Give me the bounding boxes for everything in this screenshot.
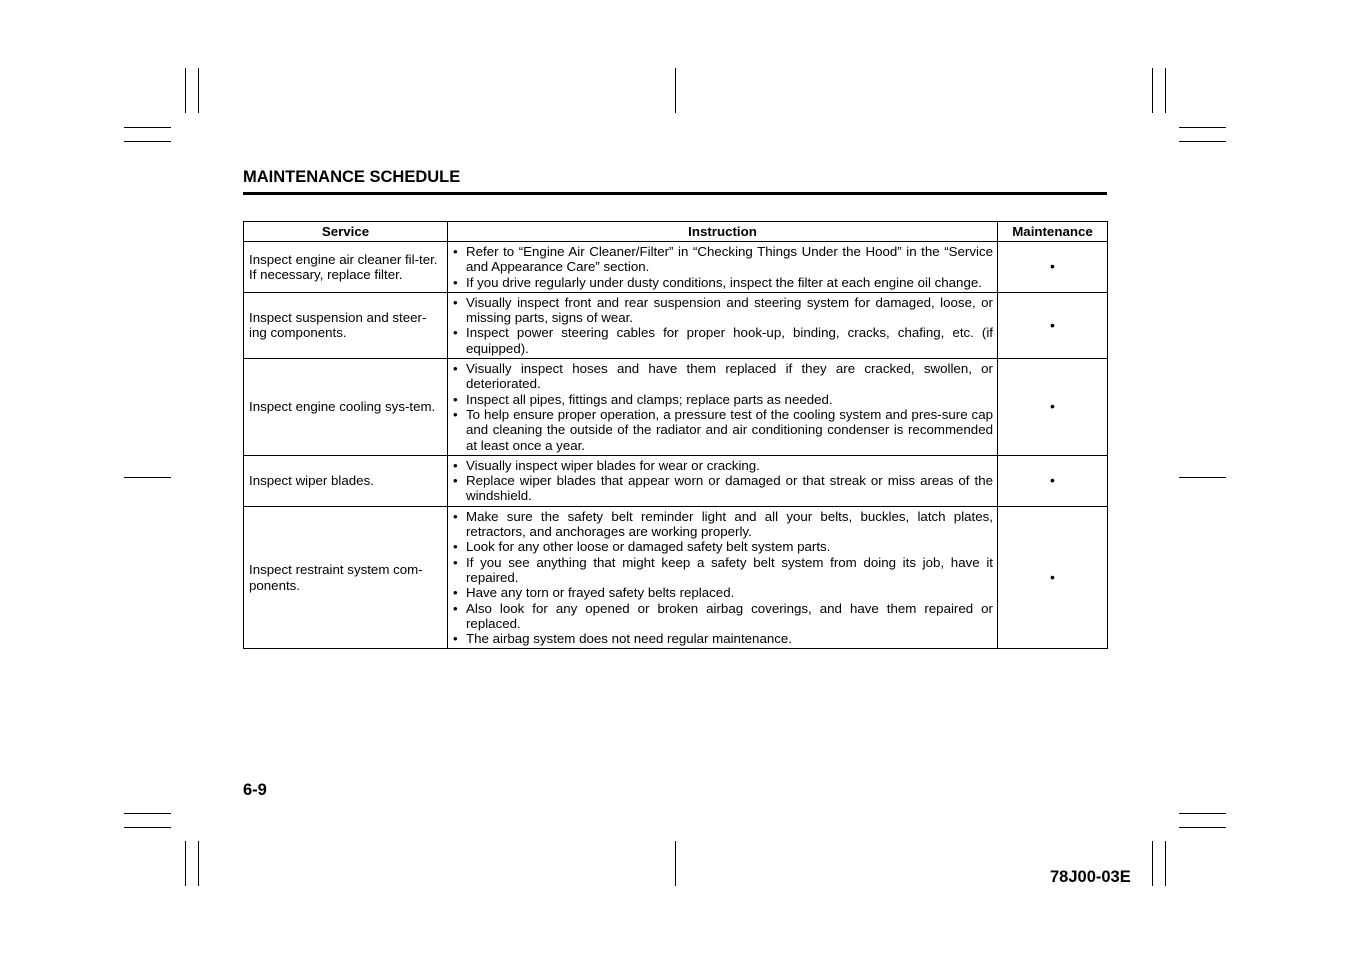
maintenance-mark: • xyxy=(998,242,1108,293)
instruction-item xyxy=(452,585,993,600)
bullet-icon: • xyxy=(453,554,458,570)
instruction-cell xyxy=(448,242,998,293)
maintenance-mark: • xyxy=(998,506,1108,649)
crop-mark xyxy=(675,68,676,113)
bullet-icon: • xyxy=(453,361,458,377)
service-cell: Inspect suspension and steer-ing components. xyxy=(244,292,448,358)
crop-mark xyxy=(185,68,186,113)
table-header-row xyxy=(244,222,1108,242)
bullet-icon: • xyxy=(453,473,458,489)
crop-mark xyxy=(124,827,171,828)
table-row xyxy=(244,292,1108,358)
instruction-item xyxy=(452,325,993,356)
crop-mark xyxy=(198,841,199,886)
instruction-text: If you see anything that might keep a safety belt system from doing its job, have it repaired. xyxy=(466,554,993,585)
crop-mark xyxy=(1179,141,1226,142)
page-number: 6-9 xyxy=(243,781,267,799)
instruction-item xyxy=(452,473,993,504)
crop-mark xyxy=(1179,827,1226,828)
crop-mark xyxy=(1165,841,1166,886)
bullet-icon: • xyxy=(453,631,458,647)
crop-mark xyxy=(124,477,171,478)
service-cell: Inspect engine cooling sys-tem. xyxy=(244,359,448,456)
table-row xyxy=(244,506,1108,649)
title-rule xyxy=(243,192,1107,195)
instruction-list xyxy=(452,361,993,453)
crop-mark xyxy=(124,813,171,814)
instruction-text: Visually inspect front and rear suspension and steering system for damaged, loose, or missing parts, signs of wear. xyxy=(466,294,993,326)
instruction-text: Have any torn or frayed safety belts replaced. xyxy=(466,585,735,601)
column-header-instruction: Instruction xyxy=(448,222,998,242)
instruction-cell xyxy=(448,455,998,506)
instruction-text: To help ensure proper operation, a pressure test of the cooling system and pres-sure cap and cleaning the outside of the radiator and air conditioning condenser is recommended at least once a year. xyxy=(466,406,993,453)
crop-mark xyxy=(1179,813,1226,814)
instruction-text: Make sure the safety belt reminder light and all your belts, buckles, latch plates, retractors, and anchorages are working properly. xyxy=(466,508,993,540)
bullet-icon: • xyxy=(453,508,458,524)
instruction-item xyxy=(452,407,993,453)
service-cell: Inspect restraint system com-ponents. xyxy=(244,506,448,649)
bullet-icon: • xyxy=(453,406,458,422)
instruction-item xyxy=(452,458,993,473)
bullet-icon: • xyxy=(453,244,458,259)
instruction-list xyxy=(452,458,993,504)
crop-mark xyxy=(124,141,171,142)
instruction-text: Also look for any opened or broken airbag coverings, and have them repaired or replaced. xyxy=(466,600,993,631)
maintenance-table xyxy=(243,221,1108,649)
instruction-item xyxy=(452,631,993,646)
instruction-cell xyxy=(448,292,998,358)
instruction-list xyxy=(452,509,993,647)
service-cell: Inspect engine air cleaner fil-ter. If necessary, replace filter. xyxy=(244,242,448,293)
bullet-icon: • xyxy=(453,274,458,290)
column-header-service: Service xyxy=(244,222,448,242)
maintenance-mark: • xyxy=(998,292,1108,358)
instruction-list xyxy=(452,244,993,290)
crop-mark xyxy=(1152,68,1153,113)
crop-mark xyxy=(198,68,199,113)
bullet-icon: • xyxy=(453,294,458,310)
instruction-item xyxy=(452,244,993,275)
instruction-cell xyxy=(448,359,998,456)
bullet-icon: • xyxy=(453,539,458,555)
bullet-icon: • xyxy=(453,457,458,473)
maintenance-mark: • xyxy=(998,455,1108,506)
instruction-text: Inspect all pipes, fittings and clamps; replace parts as needed. xyxy=(466,391,833,407)
instruction-item xyxy=(452,539,993,554)
instruction-text: Inspect power steering cables for proper hook-up, binding, cracks, chafing, etc. (if equipped). xyxy=(466,325,993,356)
bullet-icon: • xyxy=(453,325,458,341)
bullet-icon: • xyxy=(453,600,458,616)
crop-mark xyxy=(185,841,186,886)
crop-mark xyxy=(1165,68,1166,113)
bullet-icon: • xyxy=(453,391,458,407)
crop-mark xyxy=(675,841,676,886)
instruction-item xyxy=(452,295,993,326)
instruction-text: The airbag system does not need regular maintenance. xyxy=(466,631,792,647)
document-code: 78J00-03E xyxy=(1050,868,1131,886)
instruction-list xyxy=(452,295,993,356)
section-title: MAINTENANCE SCHEDULE xyxy=(243,168,461,186)
column-header-maintenance: Maintenance xyxy=(998,222,1108,242)
instruction-item xyxy=(452,361,993,392)
instruction-item xyxy=(452,601,993,632)
crop-mark xyxy=(124,127,171,128)
instruction-item xyxy=(452,275,993,290)
instruction-text: Replace wiper blades that appear worn or damaged or that streak or miss areas of the windshield. xyxy=(466,473,993,504)
crop-mark xyxy=(1179,127,1226,128)
maintenance-mark: • xyxy=(998,359,1108,456)
service-cell: Inspect wiper blades. xyxy=(244,455,448,506)
instruction-text: If you drive regularly under dusty conditions, inspect the filter at each engine oil change. xyxy=(466,274,982,290)
instruction-item xyxy=(452,509,993,540)
instruction-item xyxy=(452,555,993,586)
bullet-icon: • xyxy=(453,585,458,601)
instruction-cell xyxy=(448,506,998,649)
table-row xyxy=(244,359,1108,456)
instruction-text: Look for any other loose or damaged safety belt system parts. xyxy=(466,539,831,555)
table-row xyxy=(244,455,1108,506)
crop-mark xyxy=(1179,477,1226,478)
crop-mark xyxy=(1152,841,1153,886)
instruction-text: Visually inspect wiper blades for wear or cracking. xyxy=(466,457,760,473)
instruction-item xyxy=(452,392,993,407)
instruction-text: Visually inspect hoses and have them replaced if they are cracked, swollen, or deteriorated. xyxy=(466,361,993,392)
table-row xyxy=(244,242,1108,293)
instruction-text: Refer to “Engine Air Cleaner/Filter” in “Checking Things Under the Hood” in the “Service and Appearance Care” section. xyxy=(466,244,993,275)
